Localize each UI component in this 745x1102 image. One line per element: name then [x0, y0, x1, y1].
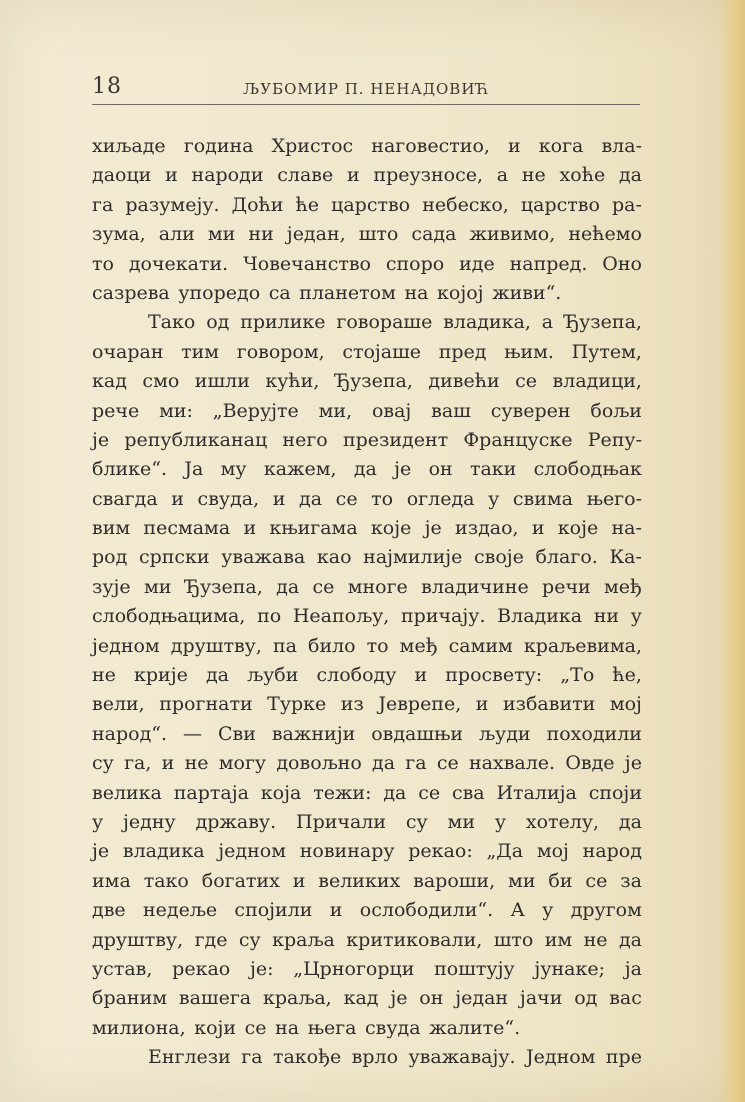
text-line: друштву, где су краља критиковали, што им не да [92, 928, 642, 951]
page-number: 18 [92, 74, 122, 99]
text-line: вели, прогнати Турке из Јеврепе, и избавити мој [92, 693, 642, 716]
text-line: даоци и народи славе и преузносе, а не хоће да [92, 164, 642, 187]
text-line: зује ми Ђузепа, да се многе владичине речи међ [92, 575, 642, 598]
text-line: две недеље спојили и ослободили“. А у другом [92, 899, 642, 922]
text-line: једном друштву, па било то међ самим краљевима, [92, 634, 642, 657]
text-line: блике“. Ја му кажем, да је он таки слободњак [92, 458, 642, 481]
text-line: има тако богатих и великих вароши, ми би се за [92, 869, 642, 892]
text-line: велика партаја која тежи: да се сва Италија споји [92, 781, 642, 804]
text-line: га разумеју. Доћи ће царство небеско, царство ра- [92, 193, 642, 216]
text-line: Тако од прилике говораше владика, а Ђузепа, [148, 311, 642, 334]
running-head: ЉУБОМИР П. НЕНАДОВИЋ [243, 80, 490, 98]
text-line: хиљаде година Христос наговестио, и кога вла- [92, 135, 642, 157]
text-line: род српски уважава као најмилије своје благо. Ка- [92, 546, 642, 569]
text-line: зума, али ми ни један, што сада живимо, нећемо [92, 223, 642, 246]
text-line: милиона, који се на њега свуда жалите“. [92, 1016, 521, 1039]
text-line: браним вашега краља, кад је он један јачи од вас [92, 987, 642, 1010]
header-rule [92, 104, 640, 105]
text-line: рече ми: „Верујте ми, овај ваш суверен бољи [92, 399, 642, 422]
text-line: вим песмама и књигама које је издао, и које на- [92, 517, 642, 540]
body-text [92, 132, 642, 1073]
text-line: очаран тим говором, стојаше пред њим. Путем, [92, 340, 642, 363]
text-line: не крије да љуби слободу и просвету: „То ће, [92, 664, 642, 687]
text-line: кад смо ишли кући, Ђузепа, дивећи се владици, [92, 370, 642, 393]
text-line: су га, и не могу довољно да га се нахвале. Овде је [92, 752, 642, 775]
text-line: свагда и свуда, и да се то огледа у свима њего- [92, 487, 642, 510]
text-line: у једну државу. Причали су ми у хотелу, да [92, 810, 642, 833]
text-line: то дочекати. Човечанство споро иде напред. Оно [92, 252, 642, 275]
text-line: народ“. — Сви важнији овдашњи људи походили [92, 722, 642, 745]
text-line: је републиканац него президент Француске Репу- [92, 428, 642, 451]
text-line: Енглези га такође врло уважавају. Једном пре [148, 1046, 642, 1069]
page-edge-shadow [719, 0, 745, 1102]
text-line: је владика једном новинару рекао: „Да мој народ [92, 840, 642, 863]
text-line: сазрева упоредо са планетом на којој живи“. [92, 281, 562, 304]
text-line: устав, рекао је: „Црногорци поштују јунаке; ја [92, 957, 642, 980]
text-line: слободњацима, по Неапољу, причају. Владика ни у [92, 605, 642, 628]
